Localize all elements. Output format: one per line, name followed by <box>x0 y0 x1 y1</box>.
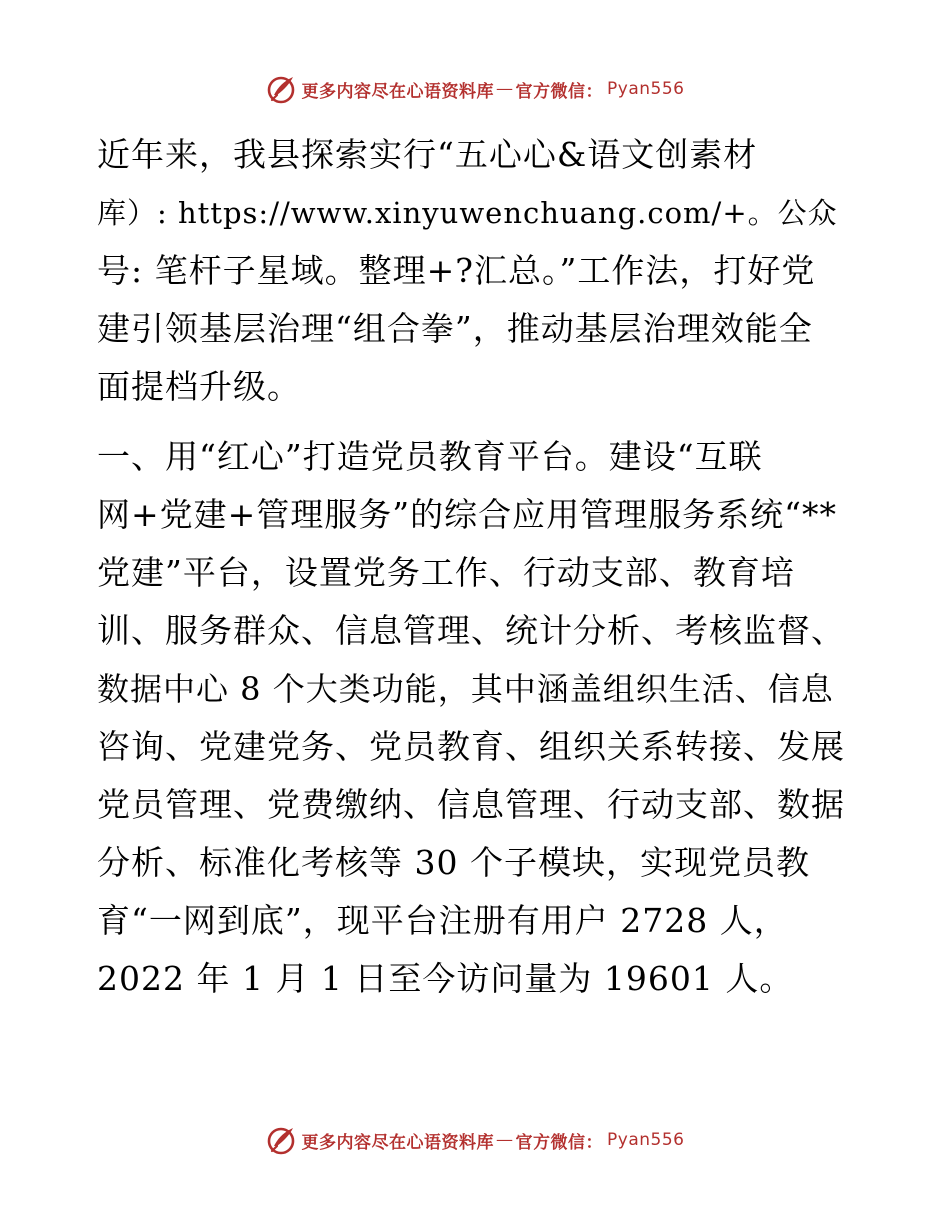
watermark-wechat-id: Pyan556 <box>607 1130 685 1150</box>
watermark-separator: — <box>496 79 514 99</box>
paragraph-line: 一、用“红心”打造党员教育平台。建设“互联 <box>97 437 763 476</box>
watermark-text: 更多内容尽在心语资料库 <box>301 1132 495 1153</box>
watermark-text: 更多内容尽在心语资料库 <box>301 81 495 102</box>
paragraph-line: 党建”平台，设置党务工作、行动支部、教育培 <box>97 553 795 592</box>
paragraph-line: 育“一网到底”，现平台注册有用户 2728 人， <box>97 901 788 940</box>
paragraph-line: 数据中心 8 个大类功能，其中涵盖组织生活、信息 <box>97 670 834 708</box>
paragraph-line: 建引领基层治理“组合拳”，推动基层治理效能全 <box>97 309 813 348</box>
paragraph-line: 训、服务群众、信息管理、统计分析、考核监督、 <box>97 611 845 650</box>
paragraph-line: 库）: https://www.xinyuwenchuang.com/+。公众 <box>97 196 838 230</box>
quill-logo-icon <box>266 73 298 105</box>
paragraph-line: 近年来，我县探索实行“五心心&语文创素材 <box>97 135 758 174</box>
paragraph-red-heart <box>97 428 852 1008</box>
header-watermark <box>0 72 950 106</box>
document-body <box>97 126 852 1008</box>
paragraph-line: 面提档升级。 <box>97 367 301 406</box>
paragraph-line: 号: 笔杆子星域。整理+?汇总。”工作法，打好党 <box>97 251 816 290</box>
paragraph-line: 党员管理、党费缴纳、信息管理、行动支部、数据 <box>97 785 845 824</box>
watermark-wechat-id: Pyan556 <box>607 79 685 99</box>
paragraph-spacer <box>97 416 852 428</box>
watermark-separator: — <box>496 1130 514 1150</box>
paragraph-line: 咨询、党建党务、党员教育、组织关系转接、发展 <box>97 727 845 766</box>
paragraph-intro <box>97 126 852 416</box>
paragraph-line: 网+党建+管理服务”的综合应用管理服务系统“** <box>97 495 838 534</box>
footer-watermark <box>0 1123 950 1157</box>
watermark-wechat-label: 官方微信： <box>515 1132 604 1153</box>
paragraph-line: 2022 年 1 月 1 日至今访问量为 19601 人。 <box>97 959 794 998</box>
watermark-wechat-label: 官方微信： <box>515 81 604 102</box>
quill-logo-icon <box>266 1124 298 1156</box>
paragraph-line: 分析、标准化考核等 30 个子模块，实现党员教 <box>97 843 810 882</box>
